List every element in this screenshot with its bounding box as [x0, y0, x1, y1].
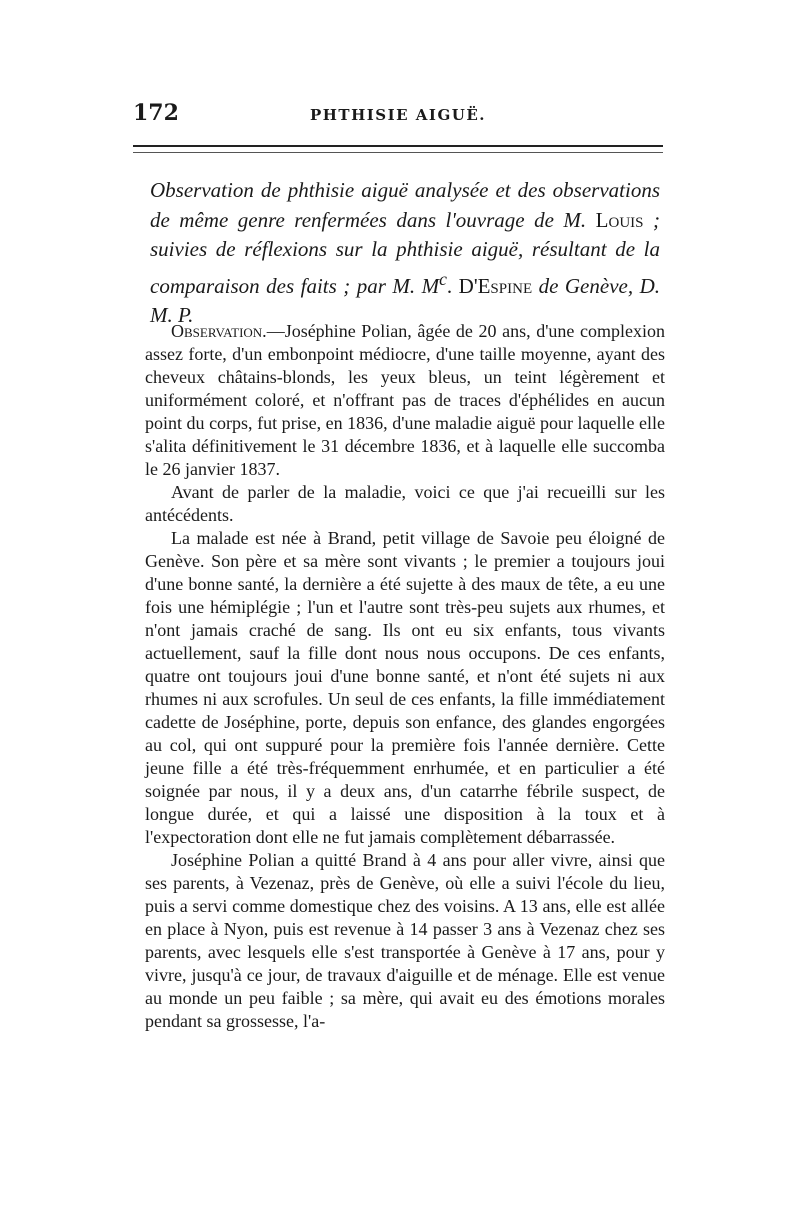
running-title: PHTHISIE AIGUË.: [309, 106, 486, 124]
page-number: 172: [133, 100, 179, 126]
title-text-3: de Genève, D. M. P.: [150, 273, 660, 327]
header-rule-thick: [133, 145, 663, 147]
observation-lead: Observation.: [171, 321, 267, 341]
paragraph-family: La malade est née à Brand, petit village de Savoie peu éloigné de Genève. Son père et sa mère sont vivants ; le premier a toujours joui d'une bonne santé, la dernière a été sujette à des maux de tête, a eu une fois une hémiplégie ; l'un et l'autre sont très-peu sujets aux rhumes, et n'ont jamais craché de sang. Ils ont eu six enfants, tous vivants actuellement, sauf la fille dont nous nous occupons. De ces enfants, quatre ont toujours joui d'une bonne santé, et n'ont été sujets ni aux rhumes ni aux scrofules. Un seul de ces enfants, la fille immédiatement cadette de Joséphine, porte, depuis son enfance, des glandes engorgées au col, qui ont suppuré pour la première fois l'année dernière. Cette jeune fille a été très-fréquemment enrhumée, et en particulier a été soignée par nous, il y a deux ans, d'un catarrhe fébrile suspect, de longue durée, et qui a laissé une disposition à la toux et à l'expectoration dont elle ne fut jamais complètement débarrassée.: [145, 528, 665, 847]
article-title: [150, 176, 660, 331]
paragraph-history: Joséphine Polian a quitté Brand à 4 ans pour aller vivre, ainsi que ses parents, à Vezenaz, près de Genève, où elle a suivi l'école du lieu, puis a servi comme domestique chez des voisins. A 13 ans, elle est allée en place à Nyon, puis est revenue à 14 passer 3 ans à Vezenaz chez ses parents, avec lesquels elle s'est transportée à Genève à 17 ans, pour y vivre, jusqu'à ce jour, de travaux d'aiguille et de ménage. Elle est venue au monde un peu faible ; sa mère, qui avait eu des émotions morales pendant sa grossesse, l'a-: [145, 850, 665, 1031]
title-text-2: ; suivies de réflexions sur la phthisie aiguë, résultant de la comparaison des faits ; par M. M: [150, 207, 660, 298]
title-superscript: c: [439, 268, 447, 289]
paragraph-observation: [145, 320, 665, 481]
page-header: [133, 100, 663, 126]
title-author: . D'Espine: [446, 273, 533, 298]
title-text-1: Observation de phthisie aiguë analysée et des observations de même genre renfermées dans l'ouvrage de M.: [150, 178, 660, 232]
paragraph-antecedents: Avant de parler de la maladie, voici ce que j'ai recueilli sur les antécédents.: [145, 482, 665, 525]
title-cited-author: Louis: [595, 207, 644, 232]
article-body: [145, 320, 665, 1033]
paragraph-observation-text: —Joséphine Polian, âgée de 20 ans, d'une complexion assez forte, d'un embonpoint médiocre, d'une taille moyenne, ayant des cheveux châtains-blonds, les yeux bleus, un teint légèrement et uniformément coloré, et n'offrant pas de traces d'éphélides en aucun point du corps, fut prise, en 1836, d'une maladie aiguë pour laquelle elle s'alita définitivement le 31 décembre 1836, et à laquelle elle succomba le 26 janvier 1837.: [145, 321, 665, 479]
header-rule-thin: [133, 152, 663, 153]
